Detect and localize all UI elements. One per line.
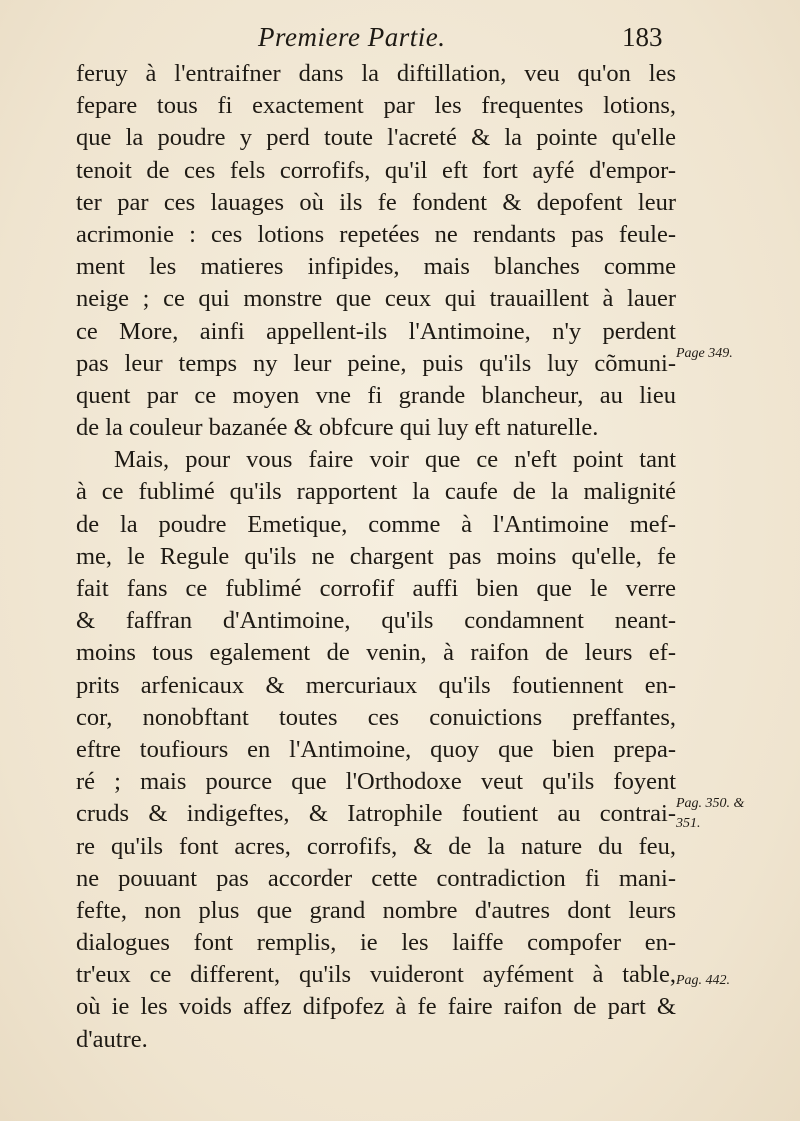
margin-note: Pag. 350. & [676, 796, 745, 811]
text-line: ré ; mais pource que l'Orthodoxe veut qu'ils foyent [76, 768, 676, 796]
text-line: ce More, ainfi appellent-ils l'Antimoine, n'y perdent [76, 317, 676, 345]
text-line: fait fans ce fublimé corrofif auffi bien que le verre [76, 575, 676, 602]
text-line: tenoit de ces fels corrofifs, qu'il eft fort ayfé d'empor- [76, 156, 676, 184]
text-line: ment les matieres infipides, mais blanches comme [76, 253, 676, 281]
text-line: me, le Regule qu'ils ne chargent pas moins qu'elle, fe [76, 542, 676, 570]
text-line: & faffran d'Antimoine, qu'ils condamnent neant- [76, 607, 676, 635]
running-title: Premiere Partie. [258, 22, 446, 52]
text-line: quent par ce moyen vne fi grande blancheur, au lieu [76, 381, 676, 409]
text-line: dialogues font remplis, ie les laiffe compofer en- [76, 929, 676, 957]
text-line: cruds & indigeftes, & Iatrophile foutient au contrai- [76, 800, 676, 828]
text-line: neige ; ce qui monstre que ceux qui trauaillent à lauer [76, 285, 676, 313]
text-line: de la poudre Emetique, comme à l'Antimoine mef- [76, 510, 676, 538]
body-text [76, 58, 676, 1056]
margin-note: Page 349. [676, 346, 733, 361]
text-line: pas leur temps ny leur peine, puis qu'ils luy cõmuni- [76, 349, 676, 377]
page-number: 183 [622, 22, 663, 52]
text-line: moins tous egalement de venin, à raifon de leurs ef- [76, 639, 676, 667]
margin-note: Pag. 442. [676, 973, 731, 988]
text-line: re qu'ils font acres, corrofifs, & de la nature du feu, [76, 832, 676, 860]
text-line: ter par ces lauages où ils fe fondent & depofent leur [76, 188, 676, 216]
text-line: que la poudre y perd toute l'acreté & la pointe qu'elle [76, 124, 676, 152]
text-line: d'autre. [76, 1025, 148, 1053]
text-line: prits arfenicaux & mercuriaux qu'ils foutiennent en- [76, 671, 676, 699]
paragraph-start-line: Mais, pour vous faire voir que ce n'eft point tant [114, 446, 676, 474]
text-line: tr'eux ce different, qu'ils vuideront ayfément à table, [76, 961, 676, 989]
text-line: acrimonie : ces lotions repetées ne rendants pas feule- [76, 220, 676, 248]
text-line: où ie les voids affez difpofez à fe faire raifon de part & [76, 993, 676, 1021]
text-line: eftre toufiours en l'Antimoine, quoy que bien prepa- [76, 735, 676, 763]
text-line: fefte, non plus que grand nombre d'autres dont leurs [76, 896, 676, 924]
text-line: feruy à l'entraifner dans la diftillation, veu qu'on les [76, 60, 676, 87]
text-line: ne pouuant pas accorder cette contradiction fi mani- [76, 864, 676, 892]
text-line: fepare tous fi exactement par les frequentes lotions, [76, 92, 676, 120]
text-line: à ce fublimé qu'ils rapportent la caufe de la malignité [76, 478, 676, 506]
text-line: cor, nonobftant toutes ces conuictions preffantes, [76, 703, 676, 731]
text-line: de la couleur bazanée & obfcure qui luy eft naturelle. [76, 414, 599, 442]
margin-note: 351. [676, 816, 701, 831]
